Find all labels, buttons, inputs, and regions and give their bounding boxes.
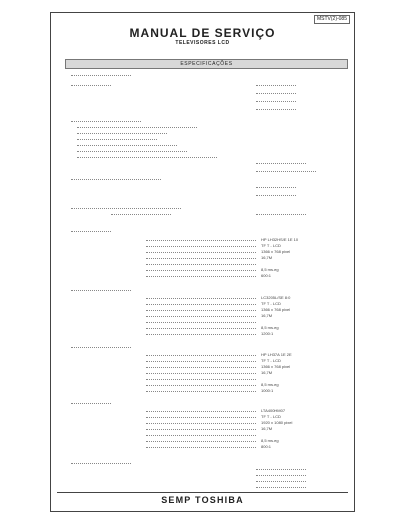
leader-line [146, 429, 256, 431]
leader-line [146, 276, 256, 278]
spec-line [71, 85, 111, 87]
page-title: MANUAL DE SERVIÇO [129, 26, 276, 40]
spec-line [256, 214, 306, 216]
section-bar: ESPECIFICAÇÕES [65, 59, 348, 69]
leader-line [146, 423, 256, 425]
spec-line [111, 214, 171, 216]
spec-line [256, 195, 296, 197]
leader-line [146, 373, 256, 375]
leader-line [146, 258, 256, 260]
leader-line [146, 252, 256, 254]
footer-brand: SEMP TOSHIBA [161, 495, 244, 505]
model-4-value-1: LTA400HM07 [261, 408, 286, 413]
model-2-value-6: 8,5 ms.eg [261, 325, 279, 330]
model-3-value-1: HP LH37A 1E 2E [261, 352, 292, 357]
spec-line [256, 487, 306, 489]
leader-line [146, 322, 256, 324]
leader-line [146, 298, 256, 300]
spec-line [77, 157, 217, 159]
leader-line [146, 441, 256, 443]
leader-line [146, 447, 256, 449]
spec-line [71, 121, 141, 123]
leader-line [146, 435, 256, 437]
spec-line [256, 469, 306, 471]
spec-line [71, 75, 131, 77]
model-2-value-4: 16,7M [261, 313, 273, 318]
model-heading-line [71, 290, 131, 292]
model-1-value-2: TF T - LCD [261, 243, 281, 248]
leader-line [146, 385, 256, 387]
model-3-value-6: 8,5 ms.eg [261, 382, 279, 387]
spec-line [77, 139, 157, 141]
model-heading-line [71, 347, 131, 349]
model-1-value-6: 8,5 ms.eg [261, 267, 279, 272]
leader-line [146, 328, 256, 330]
spec-line [256, 109, 296, 111]
document-code: MSTV(2)-085 [314, 15, 350, 24]
leader-line [146, 367, 256, 369]
model-heading-line [71, 403, 111, 405]
leader-line [146, 246, 256, 248]
leader-line [146, 334, 256, 336]
spec-line [256, 101, 296, 103]
leader-line [146, 379, 256, 381]
model-4-value-4: 16,7M [261, 426, 273, 431]
model-1-value-7: 600:1 [261, 273, 272, 278]
leader-line [146, 240, 256, 242]
model-2-value-7: 1200:1 [261, 331, 274, 336]
model-2-value-3: 1366 x 768 pixel [261, 307, 291, 312]
spec-line [256, 93, 296, 95]
model-4-value-7: 800:1 [261, 444, 272, 449]
model-1-value-3: 1366 x 768 pixel [261, 249, 291, 254]
leader-line [146, 304, 256, 306]
leader-line [146, 391, 256, 393]
service-manual-page [50, 12, 355, 512]
page-subtitle: TELEVISORES LCD [175, 40, 230, 46]
model-4-value-2: TF T - LCD [261, 414, 281, 419]
spec-line [256, 163, 306, 165]
spec-line [71, 463, 131, 465]
spec-line [77, 151, 187, 153]
model-4-value-6: 8,5 ms.eg [261, 438, 279, 443]
model-3-value-2: TF T - LCD [261, 358, 281, 363]
spec-line [71, 179, 161, 181]
leader-line [146, 417, 256, 419]
leader-line [146, 270, 256, 272]
model-2-value-2: TF T - LCD [261, 301, 281, 306]
spec-line [256, 85, 296, 87]
leader-line [146, 361, 256, 363]
spec-line [256, 171, 316, 173]
leader-line [146, 316, 256, 318]
spec-line [77, 145, 177, 147]
spec-line [256, 481, 306, 483]
model-heading-line [71, 231, 111, 233]
leader-line [146, 355, 256, 357]
model-2-value-1: LC3205L/SE 8:0 [261, 295, 291, 300]
spec-line [77, 127, 197, 129]
spec-line [77, 133, 167, 135]
footer-rule [57, 492, 348, 493]
model-4-value-3: 1920 x 1080 pixel [261, 420, 293, 425]
spec-line [256, 475, 306, 477]
leader-line [146, 264, 256, 266]
model-3-value-3: 1366 x 768 pixel [261, 364, 291, 369]
spec-line [71, 208, 181, 210]
leader-line [146, 310, 256, 312]
spec-line [256, 187, 296, 189]
model-1-value-4: 16,7M [261, 255, 273, 260]
model-1-value-1: HP LH32HS/E 1E 10 [261, 237, 299, 242]
leader-line [146, 411, 256, 413]
model-3-value-4: 16,7M [261, 370, 273, 375]
model-3-value-7: 1000:1 [261, 388, 274, 393]
